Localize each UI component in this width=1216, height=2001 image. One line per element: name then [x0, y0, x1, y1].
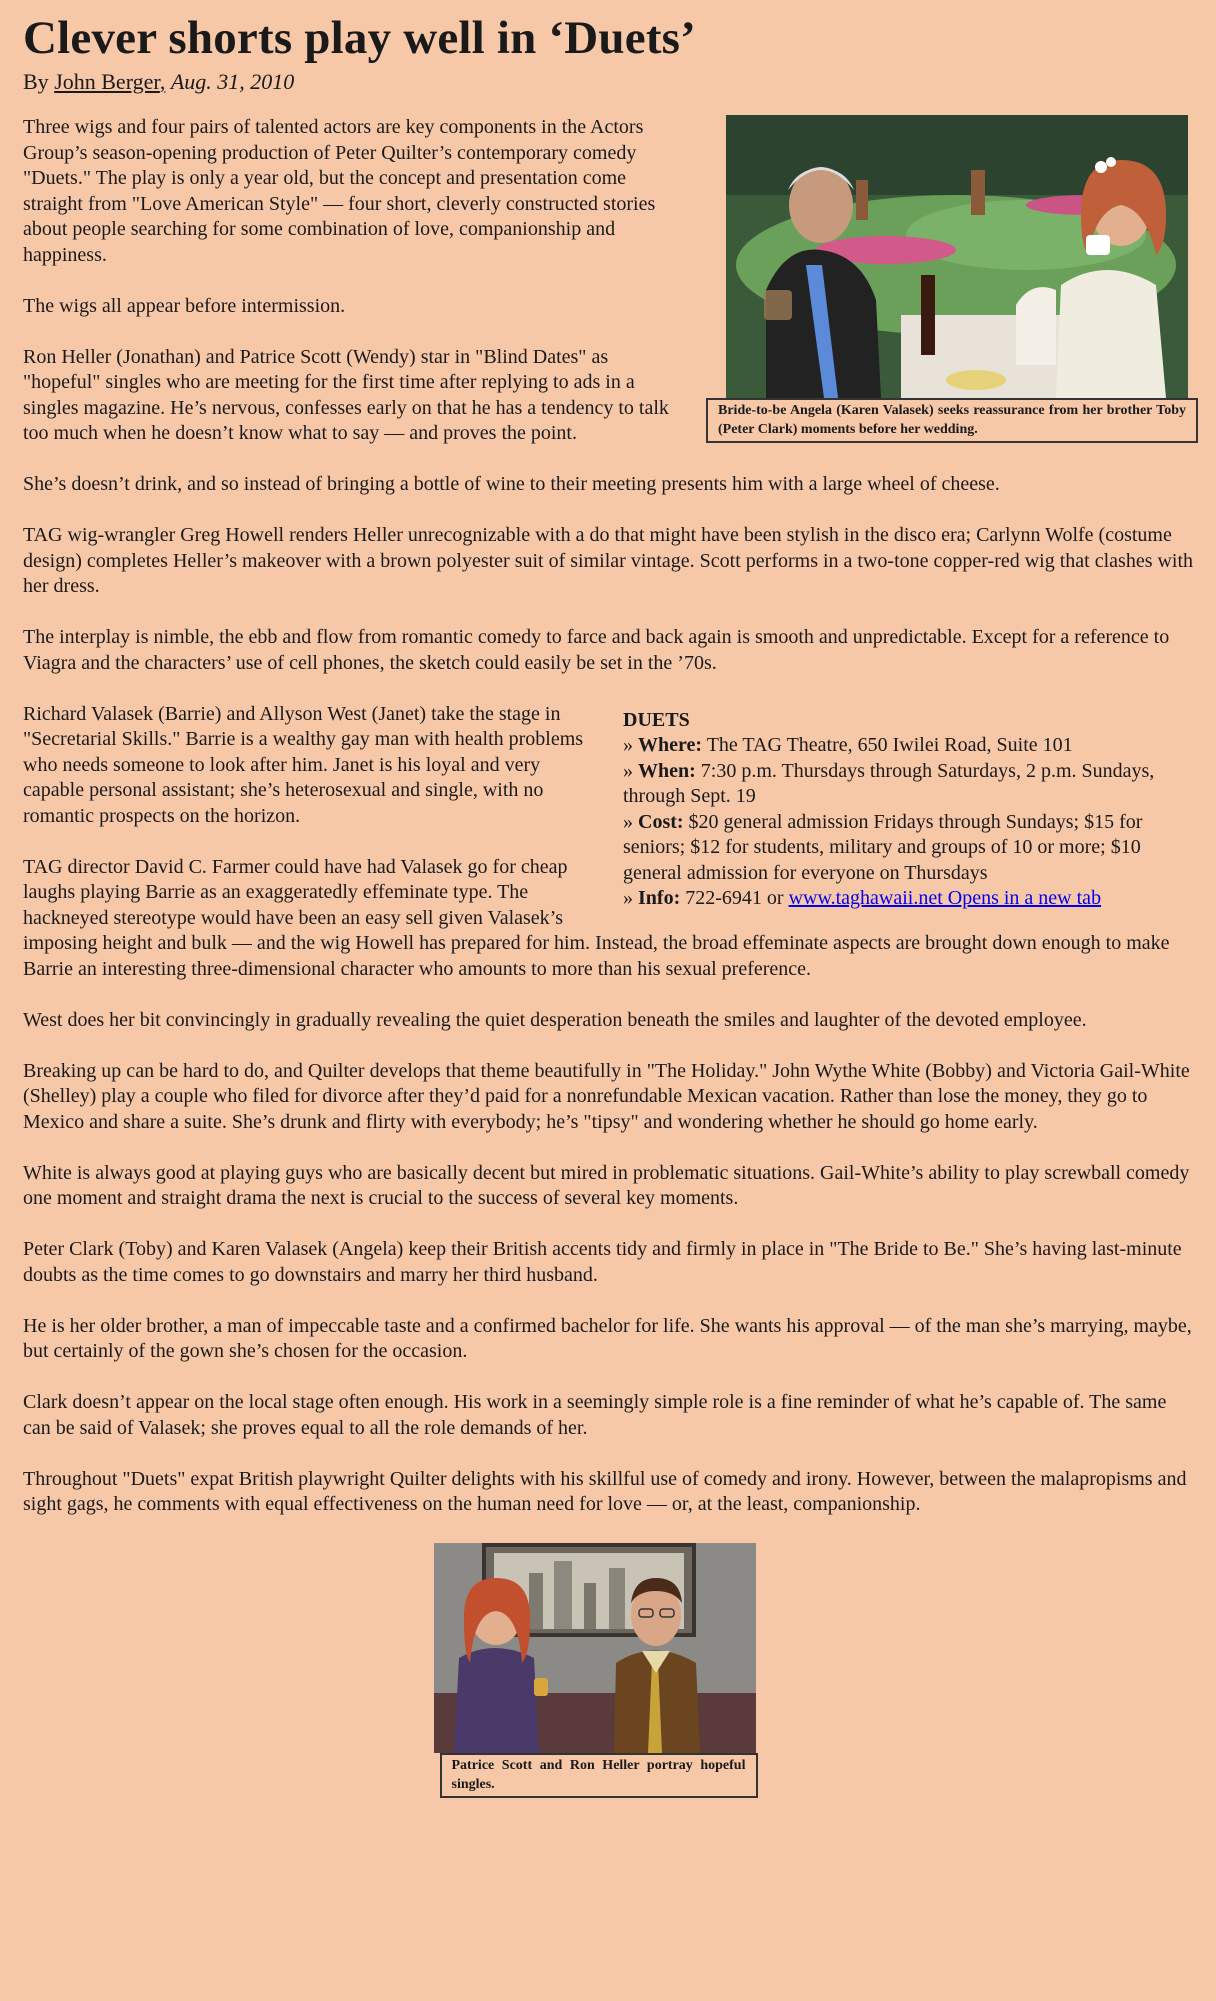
paragraph: TAG director David C. Farmer could have had Valasek go for cheap laughs playing Barrie as an exaggeratedly effeminate type. The hackneyed stereotype would have been an easy sell given Valasek’s imposing height and bulk — and the wig Howell has prepared for him. Instead, the broad effeminate aspects are brought down enough to make Barrie an interesting three-dimensional character who amounts to more than his sexual preference. — [23, 855, 1170, 980]
photo-bottom-caption: Patrice Scott and Ron Heller portray hopeful singles. — [440, 1753, 758, 1798]
paragraph: The interplay is nimble, the ebb and flow from romantic comedy to farce and back again is smooth and unpredictable. Except for a reference to Viagra and the characters’ use of cell phones, the sketch could easily be set in the ’70s. — [23, 626, 1170, 674]
where-label: Where: — [638, 734, 703, 756]
when-label: When: — [638, 759, 696, 782]
photo-top-figure — [706, 115, 1198, 443]
photo-bride-and-brother — [726, 115, 1188, 398]
paragraph: Peter Clark (Toby) and Karen Valasek (Angela) keep their British accents tidy and firmly in place in "The Bride to Be." She’s having last-minute doubts as the time comes to go downstairs and marry her third husband. — [23, 1238, 1182, 1286]
article — [23, 8, 1198, 1798]
paragraph: She’s doesn’t drink, and so instead of bringing a bottle of wine to their meeting presents him with a large wheel of cheese. — [23, 473, 1000, 495]
author-name: John Berger — [54, 69, 160, 94]
paragraph: West does her bit convincingly in gradually revealing the quiet desperation beneath the smiles and laughter of the devoted employee. — [23, 1008, 1087, 1031]
info-label: Info: — [638, 887, 681, 909]
paragraph: Clark doesn’t appear on the local stage often enough. His work in a seemingly simple role is a fine reminder of what he’s capable of. The same can be said of Valasek; she proves equal to all the role demands of her. — [23, 1391, 1167, 1439]
paragraph: Throughout "Duets" expat British playwright Quilter delights with his skillful use of comedy and irony. However, between the malapropisms and sight gags, he comments with equal effectiveness on the human need for love — or, at the least, companionship. — [23, 1467, 1187, 1515]
photo-bottom-figure — [434, 1543, 764, 1798]
publish-date: Aug. 31, 2010 — [170, 69, 295, 94]
author-link[interactable] — [54, 69, 165, 94]
author-separator: , — [159, 69, 166, 94]
event-info-box — [623, 702, 1198, 912]
event-when: » When: 7:30 p.m. Thursdays through Saturdays, 2 p.m. Sundays, through Sept. 19 — [623, 759, 1155, 807]
paragraph: Richard Valasek (Barrie) and Allyson West (Janet) take the stage in "Secretarial Skills." Barrie is a wealthy gay man with health problems who needs someone to look after him. Janet is his loyal and very capable personal assistant; she’s heterosexual and single, with no romantic prospects on the horizon. — [23, 702, 584, 827]
paragraph: Three wigs and four pairs of talented actors are key components in the Actors Group’s season-opening production of Peter Quilter’s contemporary comedy "Duets." The play is only a year old, but the concept and presentation come straight from "Love American Style" — four short, cleverly constructed stories about people searching for some combination of love, companionship and happiness. — [23, 116, 656, 266]
event-info-title: DUETS — [623, 708, 690, 731]
paragraph: Breaking up can be hard to do, and Quilter develops that theme beautifully in "The Holiday." John Wythe White (Bobby) and Victoria Gail-White (Shelley) play a couple who filed for divorce after they’d paid for a nonrefundable Mexican vacation. Rather than lose the money, they go to Mexico and share a suite. She’s drunk and flirty with everybody; he’s "tipsy" and wondering whether he should go home early. — [23, 1059, 1190, 1133]
photo-top-caption: Bride-to-be Angela (Karen Valasek) seeks reassurance from her brother Toby (Peter Clark) moments before her wedding. — [706, 398, 1198, 443]
paragraph: He is her older brother, a man of impeccable taste and a confirmed bachelor for life. She wants his approval — of the man she’s marrying, maybe, but certainly of the gown she’s chosen for the occasion. — [23, 1314, 1192, 1362]
paragraph: The wigs all appear before intermission. — [23, 294, 346, 317]
event-info: » Info: 722-6941 or www.taghawaii.net Opens in a new tab — [623, 887, 1102, 909]
paragraph: TAG wig-wrangler Greg Howell renders Heller unrecognizable with a do that might have been stylish in the disco era; Carlynn Wolfe (costume design) completes Heller’s makeover with a brown polyester suit of similar vintage. Scott performs in a two-tone copper-red wig that clashes with her dress. — [23, 524, 1194, 597]
byline-prefix: By — [23, 69, 49, 94]
cost-value: $20 general admission Fridays through Sundays; $15 for seniors; $12 for students, military and groups of 10 or more; $10 general admission for everyone on Thursdays — [623, 810, 1143, 884]
paragraph: White is always good at playing guys who are basically decent but mired in problematic situations. Gail-White’s ability to play screwball comedy one moment and straight drama the next is crucial to the success of several key moments. — [23, 1161, 1190, 1209]
when-value: 7:30 p.m. Thursdays through Saturdays, 2 p.m. Sundays, through Sept. 19 — [623, 759, 1155, 807]
event-where: » Where: The TAG Theatre, 650 Iwilei Road, Suite 101 — [623, 734, 1073, 756]
photo-blind-dates — [434, 1543, 756, 1753]
headline: Clever shorts play well in ‘Duets’ — [23, 12, 697, 64]
cost-label: Cost: — [638, 810, 684, 833]
info-phone: 722-6941 or — [685, 887, 784, 909]
paragraph: Ron Heller (Jonathan) and Patrice Scott (Wendy) star in "Blind Dates" as "hopeful" singles who are meeting for the first time after replying to ads in a singles magazine. He’s nervous, confesses early on that he has a tendency to talk too much when he doesn’t know what to say — and proves the point. — [23, 345, 669, 444]
tag-website-link[interactable]: www.taghawaii.net Opens in a new tab — [788, 887, 1102, 909]
event-cost: » Cost: $20 general admission Fridays through Sundays; $15 for seniors; $12 for students, military and groups of 10 or more; $10 general admission for everyone on Thursdays — [623, 810, 1143, 884]
where-value: The TAG Theatre, 650 Iwilei Road, Suite 101 — [706, 734, 1073, 756]
byline — [23, 68, 1198, 95]
